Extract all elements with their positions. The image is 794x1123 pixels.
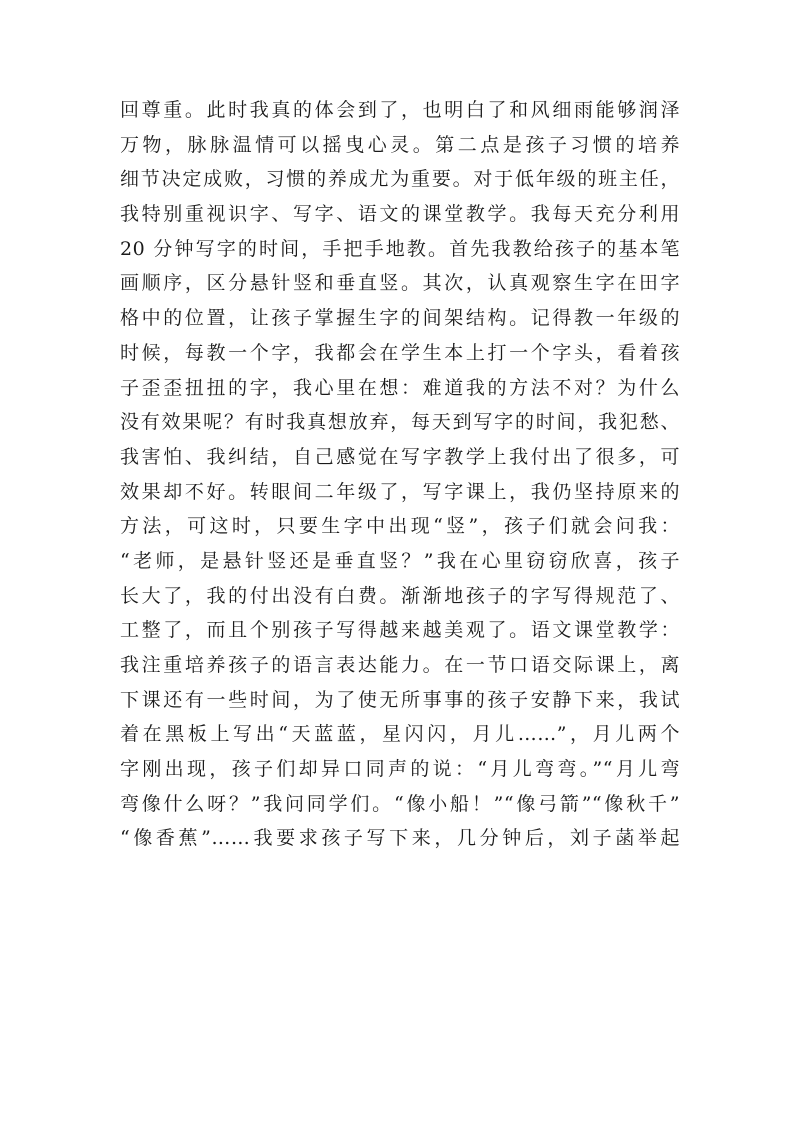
text-line-5: 20 分钟写字的时间，手把手地教。首先我教给孩子的基本笔 (120, 237, 680, 260)
text-line-10: 没有效果呢？有时我真想放弃，每天到写字的时间，我犯愁、 (120, 411, 680, 434)
text-line-14: “老师，是悬针竖还是垂直竖？”我在心里窃窃欣喜，孩子 (120, 549, 680, 572)
body-paragraph (120, 93, 680, 856)
text-line-19: 着在黑板上写出“天蓝蓝，星闪闪，月儿……”，月儿两个 (120, 723, 680, 746)
text-line-18: 下课还有一些时间，为了使无所事事的孩子安静下来，我试 (120, 688, 680, 711)
text-line-2: 万物，脉脉温情可以摇曳心灵。第二点是孩子习惯的培养 (120, 133, 680, 156)
text-line-17: 我注重培养孩子的语言表达能力。在一节口语交际课上，离 (120, 654, 680, 676)
text-line-11: 我害怕、我纠结，自己感觉在写字教学上我付出了很多，可 (120, 445, 680, 468)
text-line-15: 长大了，我的付出没有白费。渐渐地孩子的字写得规范了、 (120, 584, 680, 607)
text-line-6: 画顺序，区分悬针竖和垂直竖。其次，认真观察生字在田字 (120, 272, 680, 295)
text-line-12: 效果却不好。转眼间二年级了，写字课上，我仍坚持原来的 (120, 480, 680, 503)
text-line-13: 方法，可这时，只要生字中出现“竖”，孩子们就会问我： (120, 515, 680, 538)
text-line-22: “像香蕉”……我要求孩子写下来，几分钟后，刘子菡举起 (120, 827, 680, 850)
text-line-8: 时候，每教一个字，我都会在学生本上打一个字头，看着孩 (120, 341, 680, 364)
text-line-7: 格中的位置，让孩子掌握生字的间架结构。记得教一年级的 (120, 307, 680, 330)
text-line-16: 工整了，而且个别孩子写得越来越美观了。语文课堂教学： (120, 619, 680, 642)
text-line-20: 字刚出现，孩子们却异口同声的说：“月儿弯弯。”“月儿弯 (120, 758, 680, 781)
text-line-9: 子歪歪扭扭的字，我心里在想：难道我的方法不对？为什么 (120, 376, 680, 399)
text-line-4: 我特别重视识字、写字、语文的课堂教学。我每天充分利用 (120, 203, 680, 226)
text-line-3: 细节决定成败，习惯的养成尤为重要。对于低年级的班主任， (120, 168, 680, 191)
text-line-21: 弯像什么呀？”我问同学们。“像小船！”“像弓箭”“像秋千” (120, 792, 680, 815)
text-line-1: 回尊重。此时我真的体会到了，也明白了和风细雨能够润泽 (120, 99, 680, 121)
